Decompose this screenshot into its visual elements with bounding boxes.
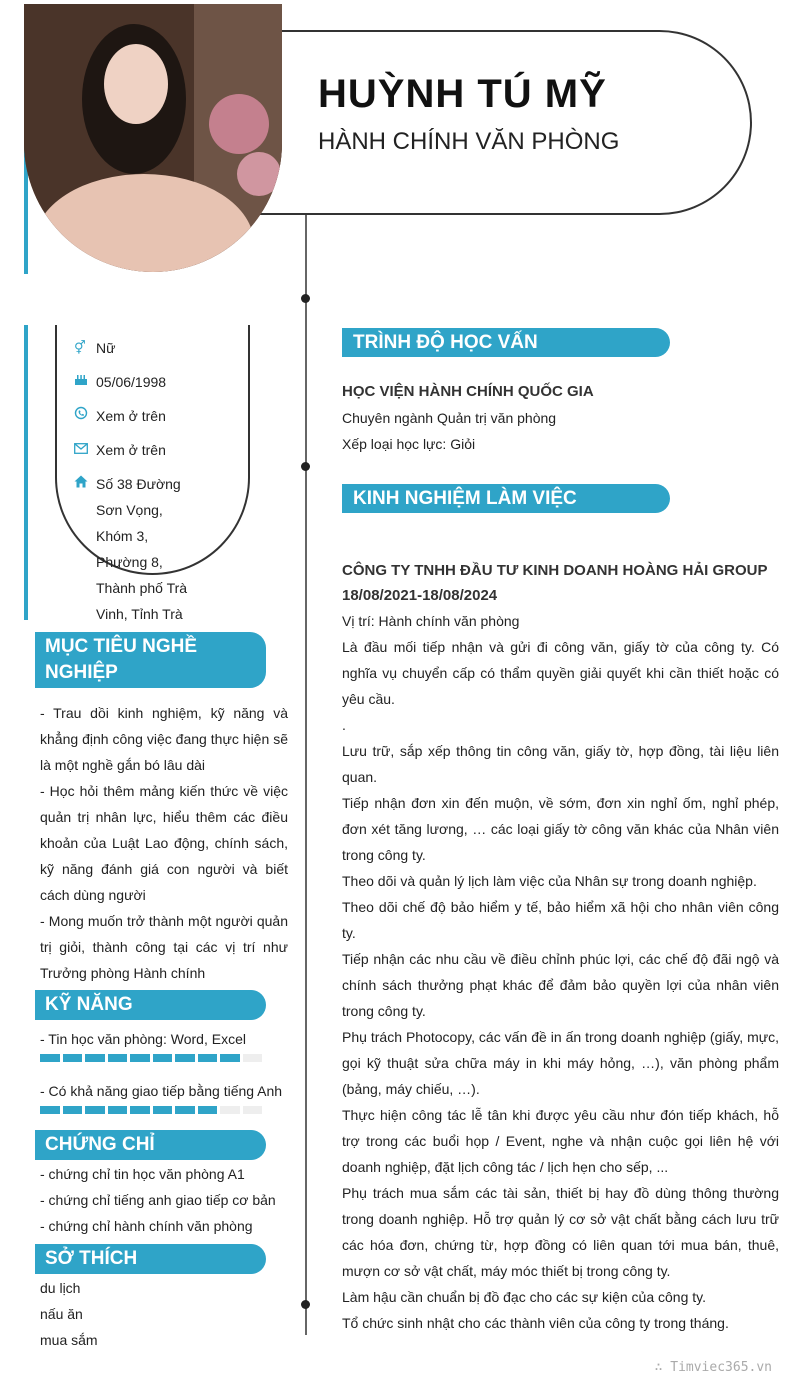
contact-birthday	[74, 369, 196, 395]
duty-item: .	[342, 717, 346, 733]
address-line: Thành phố Trà	[96, 580, 188, 596]
skill-bar-segment	[175, 1054, 195, 1062]
duty-item: Tiếp nhận các nhu cầu về điều chỉnh phúc lợi, các chế độ đãi ngộ và chính sách thưởng phạt khác để đảm bảo quyền lợi của nhân viên trong công ty.	[342, 951, 779, 1019]
contact-gender-value: Nữ	[96, 340, 116, 356]
skill-bar-segment	[130, 1054, 150, 1062]
duty-item: Phụ trách mua sắm các tài sản, thiết bị hay đồ dùng thông thường trong doanh nghiệp. Hỗ trợ quản lý cơ sở vật chất bằng cách lưu trữ các hóa đơn, chứng từ, hợp đồng có liên quan tới mua bán, thuê, mượn cơ sở vật chất, máy móc thiết bị trong công ty.	[342, 1185, 779, 1279]
skill-bar-segment	[40, 1054, 60, 1062]
duty-item: Là đầu mối tiếp nhận và gửi đi công văn, giấy tờ của công ty. Có nghĩa vụ chuyển cấp có thẩm quyền giải quyết khi cần thiết hoặc có yêu cầu.	[342, 639, 779, 707]
contact-email	[74, 437, 196, 463]
timeline-line	[305, 215, 307, 1335]
skill-bar-segment	[108, 1106, 128, 1114]
watermark	[655, 1360, 772, 1375]
skill-bar-segment	[63, 1106, 83, 1114]
timeline-dot	[301, 294, 310, 303]
duty-item: Theo dõi chế độ bảo hiểm y tế, bảo hiểm xã hội cho nhân viên công ty.	[342, 899, 779, 941]
hobby-item: du lịch	[40, 1280, 81, 1296]
duty-item: Làm hậu cần chuẩn bị đồ đạc cho các sự kiện của công ty.	[342, 1289, 706, 1305]
duty-item: Thực hiện công tác lễ tân khi được yêu cầu như đón tiếp khách, hỗ trợ trong các buổi họp / Event, nghe và nhận cuộc gọi liên hệ với doanh nghiệp, đặt lịch công tác / lịch hẹn cho sếp, ...	[342, 1107, 779, 1175]
contact-address	[74, 471, 196, 627]
section-header-skills: KỸ NĂNG	[35, 990, 266, 1020]
skill-bar-segment	[153, 1054, 173, 1062]
duty-item: Tổ chức sinh nhật cho các thành viên của công ty trong tháng.	[342, 1315, 729, 1331]
skill-bar-segment	[153, 1106, 173, 1114]
phone-icon	[74, 403, 96, 429]
header-frame	[252, 30, 752, 215]
candidate-name: HUỲNH TÚ MỸ	[318, 72, 607, 116]
candidate-job-title: HÀNH CHÍNH VĂN PHÒNG	[318, 128, 620, 155]
skill-bar-segment	[40, 1106, 60, 1114]
skill-label: - Có khả năng giao tiếp bằng tiếng Anh	[40, 1083, 283, 1099]
section-header-objective: MỤC TIÊU NGHỀ NGHIỆP	[35, 632, 266, 688]
section-header-experience: KINH NGHIỆM LÀM VIỆC	[342, 484, 670, 513]
section-header-certificates: CHỨNG CHỈ	[35, 1130, 266, 1160]
skill-bar-segment	[108, 1054, 128, 1062]
gender-icon: ⚥	[74, 340, 86, 355]
address-line: Sơn Vọng,	[96, 502, 163, 518]
timeline-dot	[301, 1300, 310, 1309]
skill-bar	[40, 1106, 262, 1114]
duty-item: Theo dõi và quản lý lịch làm việc của Nhân sự trong doanh nghiệp.	[342, 873, 757, 889]
education-grade: Xếp loại học lực: Giỏi	[342, 436, 476, 452]
skill-bar-segment	[130, 1106, 150, 1114]
skill-bar-segment	[63, 1054, 83, 1062]
email-icon-shape	[74, 443, 88, 454]
education-school: HỌC VIỆN HÀNH CHÍNH QUỐC GIA	[342, 383, 594, 400]
home-icon-shape	[74, 475, 88, 488]
address-line: Vinh, Tỉnh Trà	[96, 606, 183, 622]
contact-address-lines	[96, 471, 196, 627]
objective-paragraph: - Trau dồi kinh nghiệm, kỹ năng và khẳng định công việc đang thực hiện sẽ là một nghề gắn bó lâu dài	[40, 705, 288, 773]
home-icon	[74, 471, 96, 497]
duty-item: Tiếp nhận đơn xin đến muộn, về sớm, đơn xin nghỉ ốm, nghỉ phép, đơn xét tăng lương, … các loại giấy tờ công văn khác của Nhân viên trong công ty.	[342, 795, 779, 863]
skill-bar-segment	[198, 1054, 218, 1062]
contact-accent-bar	[24, 325, 28, 620]
contact-gender	[74, 335, 196, 361]
birthday-cake-icon	[74, 369, 96, 395]
birthday-cake-icon-shape	[74, 373, 88, 386]
profile-photo-illustration	[24, 4, 282, 272]
skill-label: - Tin học văn phòng: Word, Excel	[40, 1031, 246, 1047]
skill-bar-segment	[175, 1106, 195, 1114]
certificate-item: - chứng chỉ tiếng anh giao tiếp cơ bản	[40, 1192, 276, 1208]
contact-birthday-value: 05/06/1998	[96, 374, 167, 390]
education-major: Chuyên ngành Quản trị văn phòng	[342, 410, 557, 426]
certificate-item: - chứng chỉ hành chính văn phòng	[40, 1218, 253, 1234]
email-icon	[74, 437, 96, 463]
address-line: Phường 8,	[96, 554, 163, 570]
address-line: Khóm 3,	[96, 528, 149, 544]
experience-company: CÔNG TY TNHH ĐẦU TƯ KINH DOANH HOÀNG HẢI GROUP	[342, 562, 768, 579]
profile-photo	[24, 4, 282, 272]
section-header-education: TRÌNH ĐỘ HỌC VẤN	[342, 328, 670, 357]
skill-bar-segment	[243, 1054, 263, 1062]
address-line: Số 38 Đường	[96, 476, 181, 492]
experience-position: Vị trí: Hành chính văn phòng	[342, 613, 520, 629]
skill-bar	[40, 1054, 262, 1062]
objective-paragraph: - Học hỏi thêm mảng kiến thức về việc quản trị nhân lực, hiểu thêm các điều khoản của Luật Lao động, chính sách, kỹ năng đánh giá con người và biết cách dùng người	[40, 783, 288, 903]
duty-item: Phụ trách Photocopy, các vấn đề in ấn trong doanh nghiệp (giấy, mực, gọi kỹ thuật sửa chữa máy in khi máy hỏng, …), văn phòng phẩm (bảng, máy chiếu, …).	[342, 1029, 779, 1097]
skill-bar-segment	[198, 1106, 218, 1114]
certificate-item: - chứng chỉ tin học văn phòng A1	[40, 1166, 245, 1182]
section-header-hobbies: SỞ THÍCH	[35, 1244, 266, 1274]
experience-duties	[342, 634, 779, 1336]
contact-phone	[74, 403, 196, 429]
hobby-item: mua sắm	[40, 1332, 98, 1348]
timeline-dot	[301, 462, 310, 471]
contact-phone-value: Xem ở trên	[96, 408, 166, 424]
phone-icon-shape	[74, 406, 88, 420]
skill-bar-segment	[220, 1106, 240, 1114]
hobby-item: nấu ăn	[40, 1306, 83, 1322]
objective-body	[40, 700, 288, 986]
experience-period: 18/08/2021-18/08/2024	[342, 587, 498, 604]
contact-email-value: Xem ở trên	[96, 442, 166, 458]
skill-bar-segment	[220, 1054, 240, 1062]
skill-bar-segment	[85, 1054, 105, 1062]
skill-bar-segment	[85, 1106, 105, 1114]
duty-item: Lưu trữ, sắp xếp thông tin công văn, giấy tờ, hợp đồng, tài liệu liên quan.	[342, 743, 779, 785]
watermark-text: Timviec365.vn	[670, 1360, 772, 1375]
skill-bar-segment	[243, 1106, 263, 1114]
watermark-logo-icon: ∴	[654, 1360, 671, 1375]
objective-paragraph: - Mong muốn trở thành một người quản trị giỏi, thành công tại các vị trí như Trưởng phòng Hành chính	[40, 913, 288, 981]
